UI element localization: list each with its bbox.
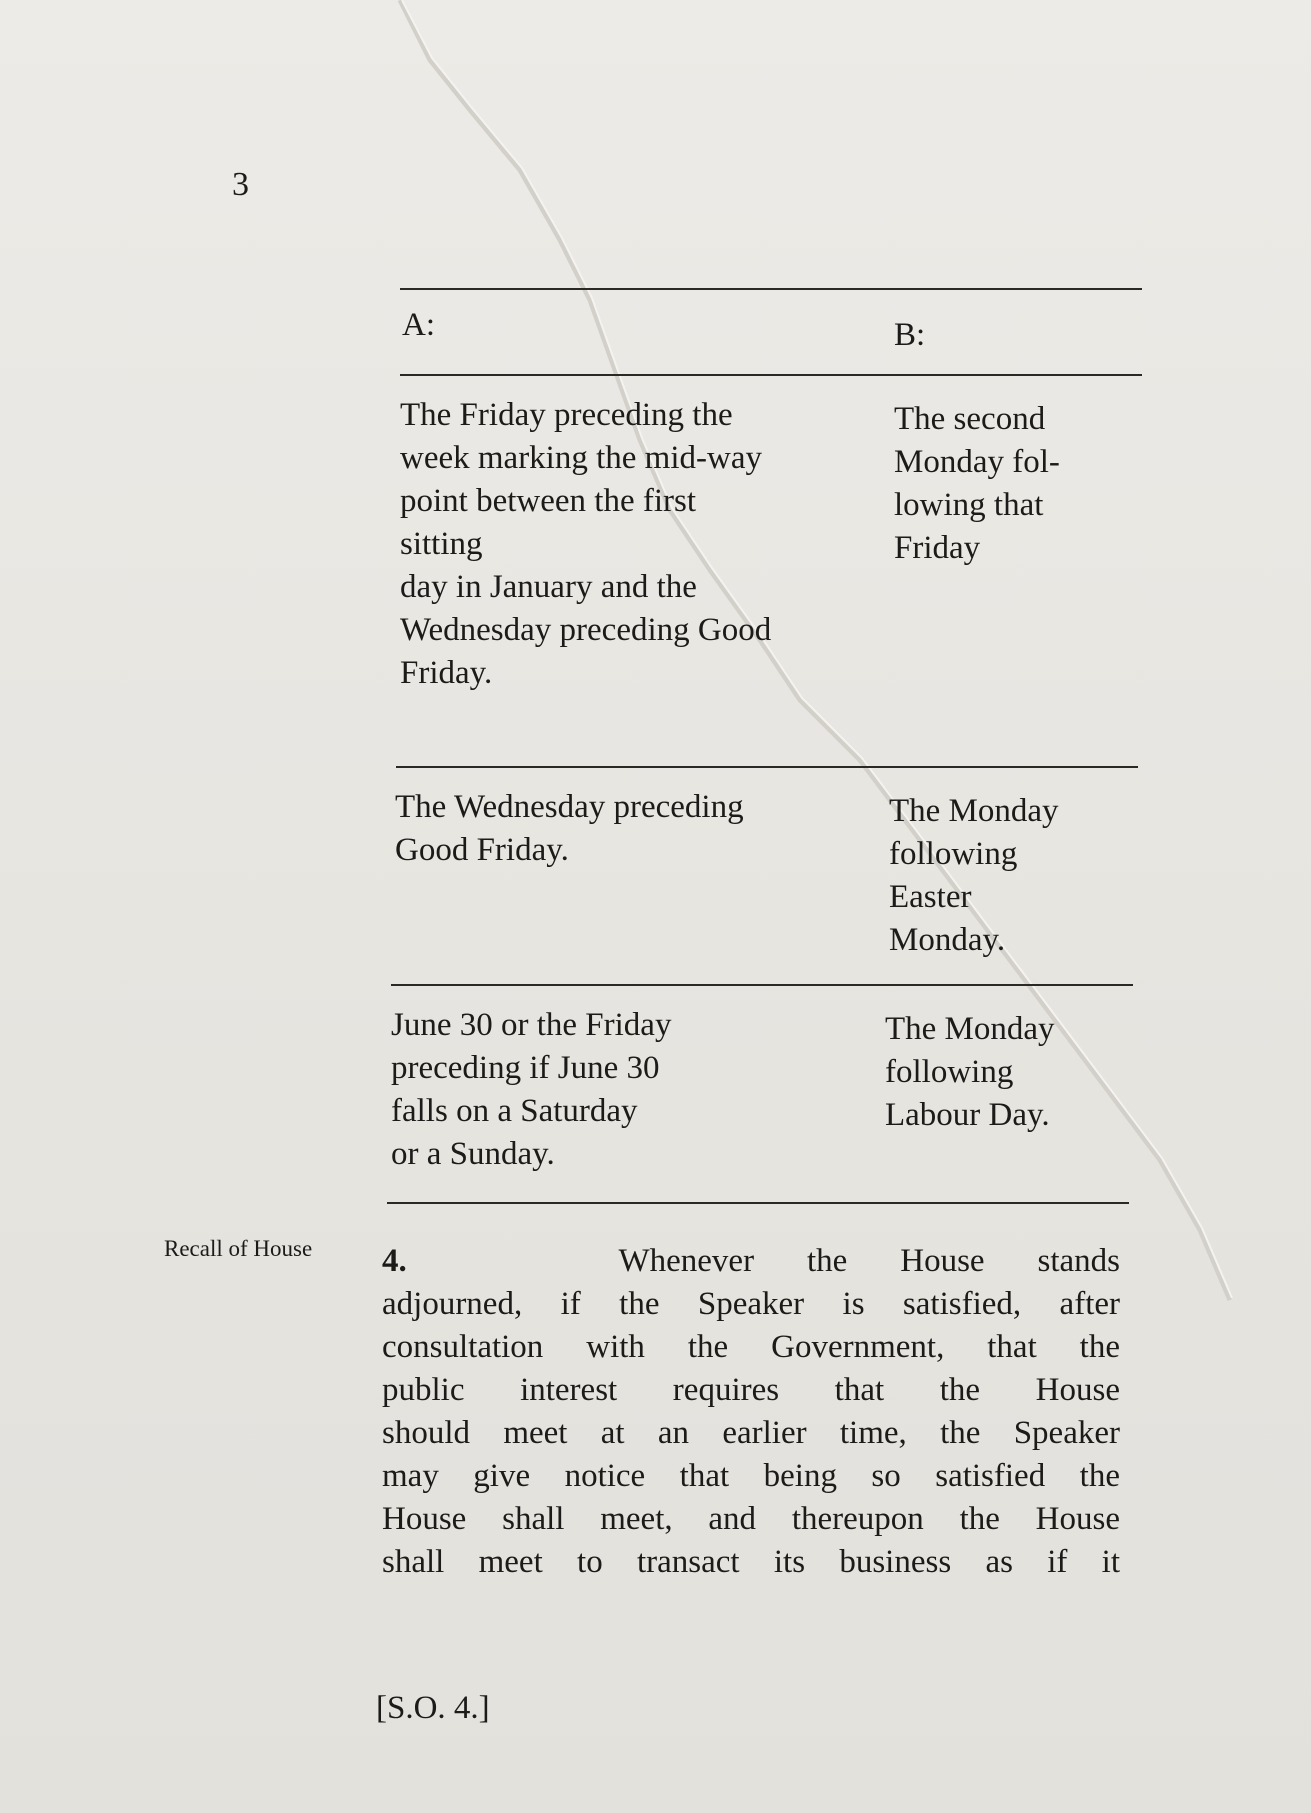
column-a-header: A: [402,307,435,343]
table-row-2-rule [391,984,1133,986]
table-row-1-rule [396,766,1138,768]
paragraph-recall-of-house [382,1240,1120,1584]
paragraph-line: public interest requires that the House [382,1372,1120,1408]
paragraph-line: may give notice that being so satisfied the [382,1458,1120,1494]
paragraph-line: consultation with the Government, that the [382,1329,1120,1365]
table-top-rule [400,288,1142,290]
paragraph-first-line: 4. Whenever the House stands [382,1243,1120,1279]
table-header-rule [400,374,1142,376]
side-note-recall-of-house: Recall of House [164,1236,313,1261]
standing-order-reference: [S.O. 4.] [376,1690,490,1726]
column-b-header: B: [894,317,926,353]
table-bottom-rule [387,1202,1129,1204]
paragraph-line: House shall meet, and thereupon the House [382,1501,1120,1537]
paragraph-line: shall meet to transact its business as if it [382,1544,1120,1580]
table-row-1-col-b: The second Monday fol- lowing that Friday [894,401,1060,566]
paragraph-line: should meet at an earlier time, the Speaker [382,1415,1120,1451]
table-row-1-col-a: The Friday preceding the week marking the mid-way point between the first sitting day in January and the Wednesday preceding Good Friday. [400,397,772,691]
page-number: 3 [232,166,249,203]
table-row-3-col-b: The Monday following Labour Day. [885,1011,1055,1133]
table-row-2-col-b: The Monday following Easter Monday. [889,793,1059,958]
paragraph-number: 4. [382,1243,407,1279]
paragraph-line: adjourned, if the Speaker is satisfied, after [382,1286,1120,1322]
table-row-2-col-a: The Wednesday preceding Good Friday. [395,789,744,868]
table-row-3-col-a: June 30 or the Friday preceding if June 30 falls on a Saturday or a Sunday. [391,1007,672,1172]
